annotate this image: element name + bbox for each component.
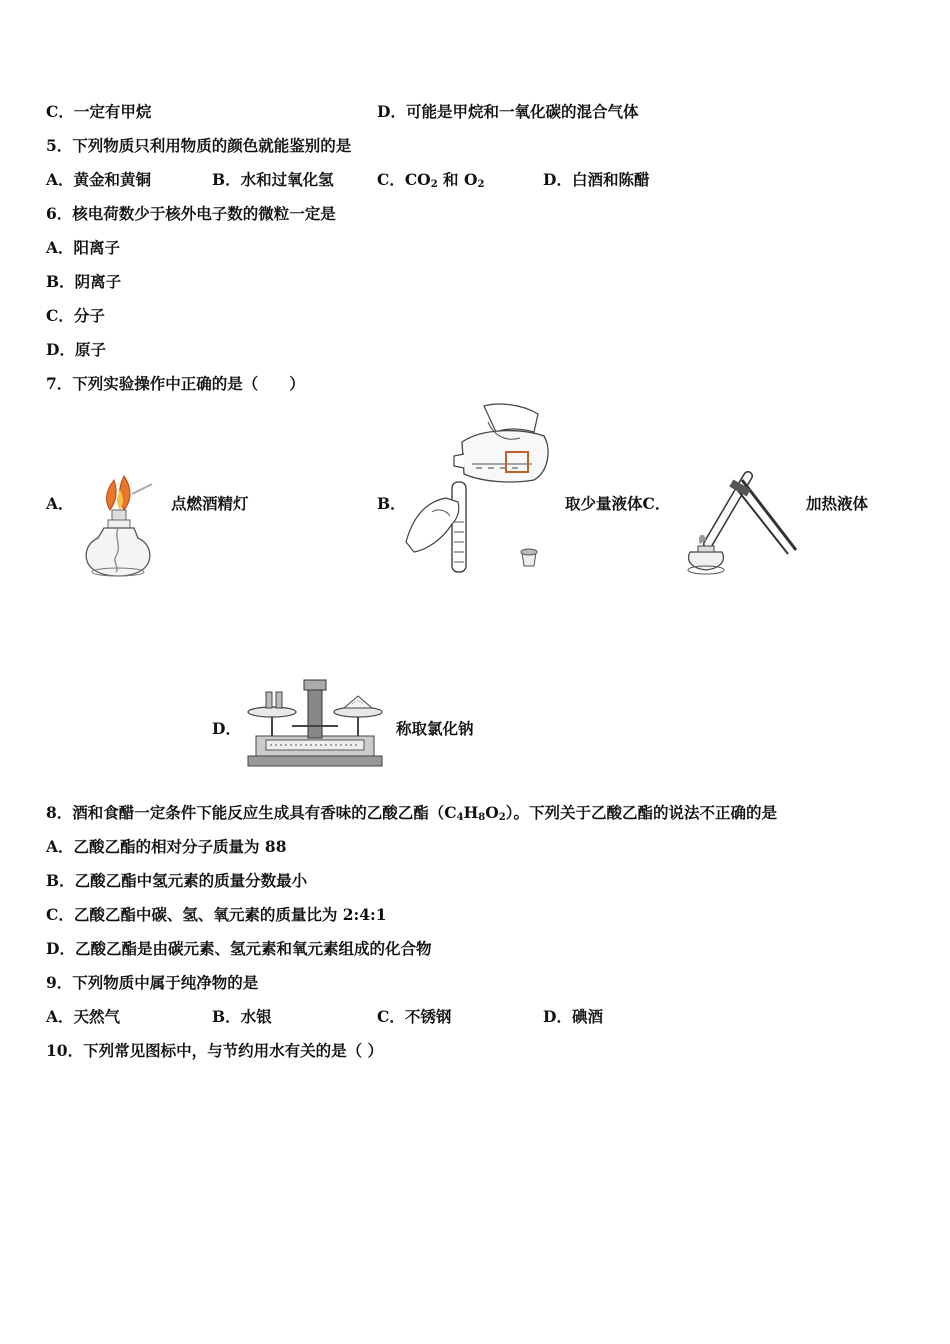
q7-option-b-letter: B． xyxy=(377,494,406,513)
q9-option-c: C．不锈钢 xyxy=(377,1007,452,1026)
heat-liquid-illustration xyxy=(682,470,800,578)
q8-stem: 8．酒和食醋一定条件下能反应生成具有香味的乙酸乙酯$(C_4H_8O_2)$。下列关于乙酸乙酯的说法不正确的是 xyxy=(46,803,777,823)
q7-option-a-caption: 点燃酒精灯 xyxy=(171,494,249,513)
q5-stem: 5．下列物质只利用物质的颜色就能鉴别的是 xyxy=(46,136,352,155)
q5-option-a: A．黄金和黄铜 xyxy=(46,170,152,189)
q5-option-b: B．水和过氧化氢 xyxy=(212,170,334,189)
q6-option-b: B．阴离子 xyxy=(46,272,122,291)
q8-option-c: C．乙酸乙酯中碳、氢、氧元素的质量比为 2:4:1 xyxy=(46,905,387,924)
q7-option-a-letter: A． xyxy=(46,494,74,513)
q7-stem: 7．下列实验操作中正确的是（ ） xyxy=(46,374,305,393)
q9-option-a: A．天然气 xyxy=(46,1007,121,1026)
q6-stem: 6．核电荷数少于核外电子数的微粒一定是 xyxy=(46,204,336,223)
q9-option-b: B．水银 xyxy=(212,1007,272,1026)
q9-option-d: D．碘酒 xyxy=(543,1007,603,1026)
balance-scale-illustration xyxy=(244,676,386,768)
q6-option-a: A．阳离子 xyxy=(46,238,121,257)
q4-option-d: D．可能是甲烷和一氧化碳的混合气体 xyxy=(377,102,639,121)
alcohol-lamp-illustration xyxy=(76,472,160,580)
q9-stem: 9．下列物质中属于纯净物的是 xyxy=(46,973,259,992)
q5-option-c: C．$CO_2$ 和 $O_2$ xyxy=(377,170,485,190)
q8-option-b: B．乙酸乙酯中氢元素的质量分数最小 xyxy=(46,871,308,890)
q8-option-d: D．乙酸乙酯是由碳元素、氢元素和氧元素组成的化合物 xyxy=(46,939,432,958)
q8-option-a: A．乙酸乙酯的相对分子质量为 88 xyxy=(46,837,287,856)
q7-option-d-letter: D． xyxy=(212,719,241,738)
q5-option-d: D．白酒和陈醋 xyxy=(543,170,650,189)
q7-option-c-caption: 加热液体 xyxy=(806,494,869,513)
q7-option-b-caption: 取少量液体C． xyxy=(565,494,671,513)
q6-option-c: C．分子 xyxy=(46,306,105,325)
q10-stem: 10．下列常见图标中，与节约用水有关的是（ ） xyxy=(46,1041,383,1060)
pour-liquid-illustration xyxy=(402,402,562,578)
q7-option-d-caption: 称取氯化钠 xyxy=(396,719,474,738)
q4-option-c: C．一定有甲烷 xyxy=(46,102,152,121)
q6-option-d: D．原子 xyxy=(46,340,106,359)
